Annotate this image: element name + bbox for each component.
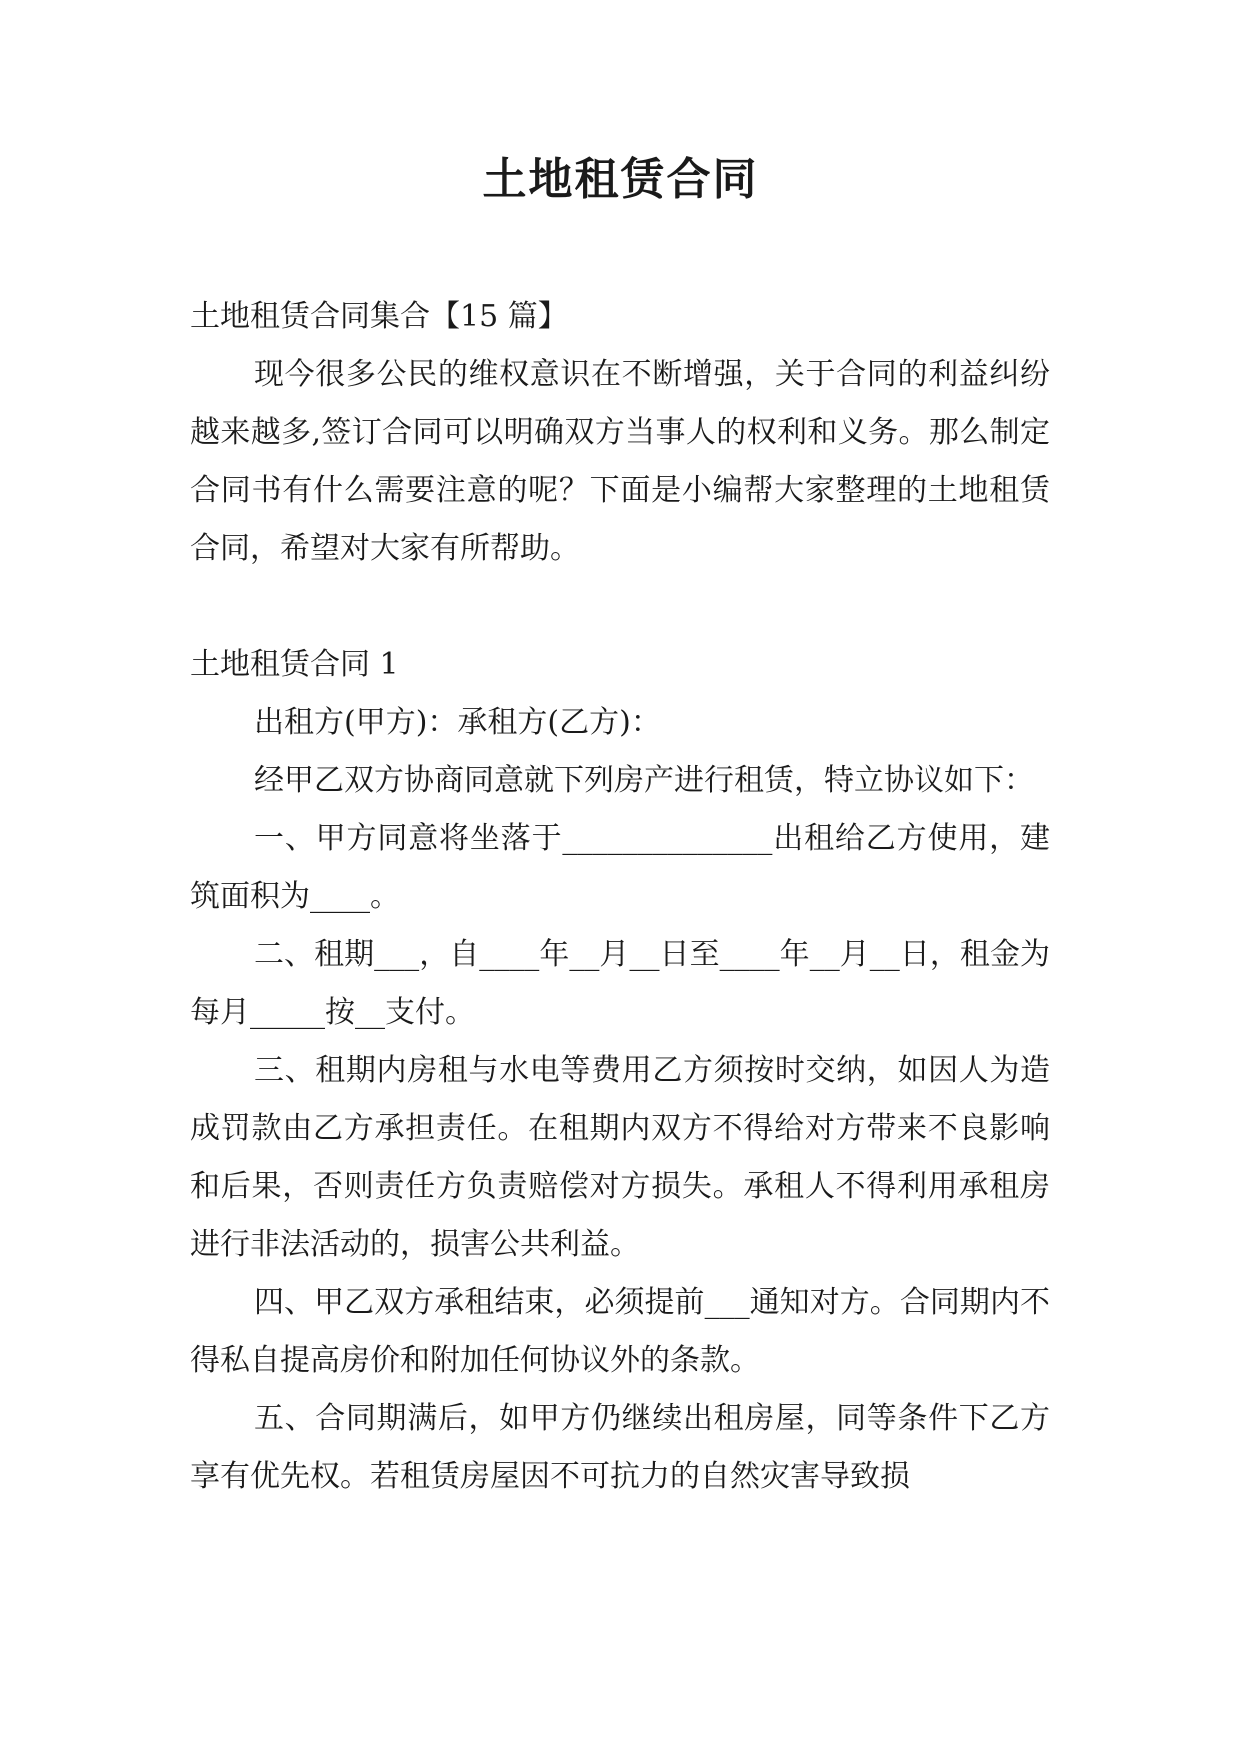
parties-line: 出租方(甲方)：承租方(乙方)：: [254, 705, 661, 740]
clause-5: 五、合同期满后，如甲方仍继续出租房屋，同等条件下乙方享有优先权。若租赁房屋因不可抗力的自然灾害导致损: [190, 1401, 1050, 1494]
clause-4: 四、甲乙双方承租结束，必须提前___通知对方。合同期内不得私自提高房价和附加任何协议外的条款。: [190, 1285, 1050, 1378]
agreement-preamble: 经甲乙双方协商同意就下列房产进行租赁，特立协议如下：: [254, 763, 1034, 798]
clause-2: 二、租期___，自____年__月__日至____年__月__日，租金为每月_____按__支付。: [190, 937, 1050, 1030]
collection-heading: 土地租赁合同集合【15 篇】: [190, 299, 568, 334]
section-heading: 土地租赁合同 1: [190, 647, 399, 682]
intro-paragraph: 现今很多公民的维权意识在不断增强，关于合同的利益纠纷越来越多,签订合同可以明确双方当事人的权利和义务。那么制定合同书有什么需要注意的呢？下面是小编帮大家整理的土地租赁合同，希望对大家有所帮助。: [190, 357, 1050, 566]
clause-1: 一、甲方同意将坐落于______________出租给乙方使用，建筑面积为____。: [190, 821, 1050, 914]
document-body: [190, 288, 1050, 1506]
clause-3: 三、租期内房租与水电等费用乙方须按时交纳，如因人为造成罚款由乙方承担责任。在租期内双方不得给对方带来不良影响和后果，否则责任方负责赔偿对方损失。承租人不得利用承租房进行非法活动的，损害公共利益。: [190, 1053, 1050, 1262]
document-title: 土地租赁合同: [482, 154, 759, 205]
